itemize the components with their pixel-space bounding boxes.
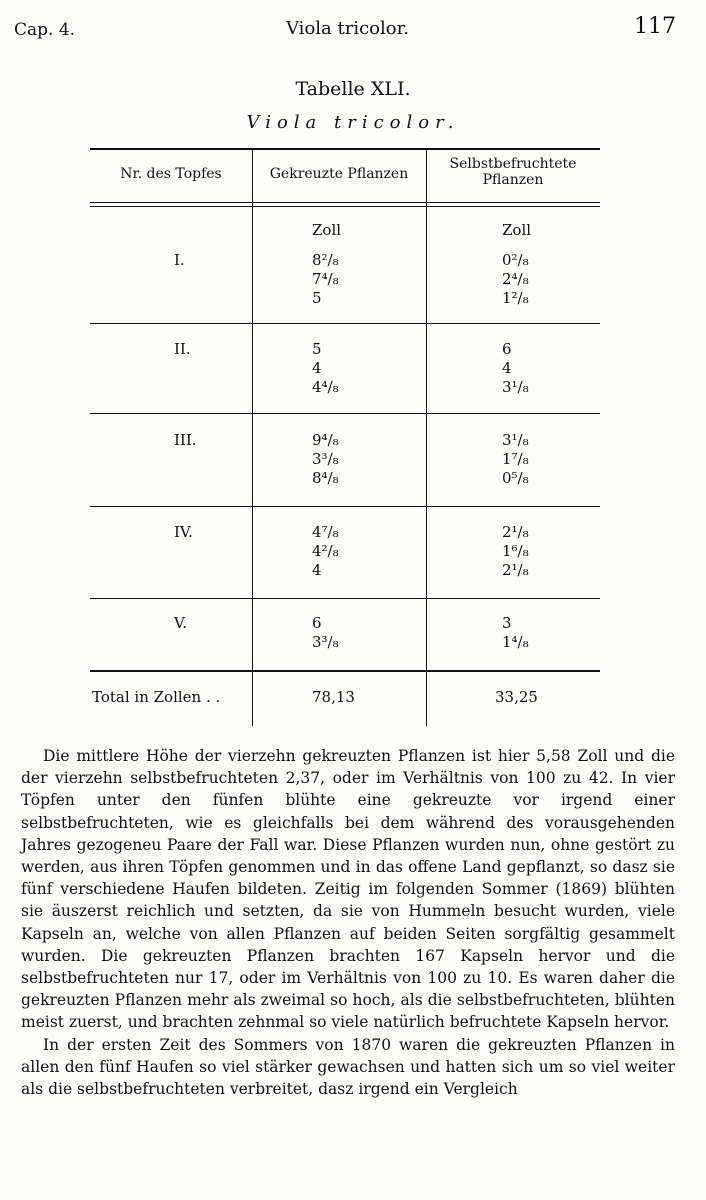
self-height: 6	[502, 340, 512, 358]
crossed-values	[312, 614, 339, 652]
row-rule-3	[90, 506, 600, 507]
crossed-height: 4²/₈	[312, 542, 339, 560]
self-height: 0²/₈	[502, 251, 529, 269]
self-height: 1⁴/₈	[502, 633, 529, 651]
running-title: Viola tricolor.	[286, 18, 409, 39]
pot-label: I.	[174, 251, 185, 269]
header-rule-2	[90, 206, 600, 207]
self-values	[502, 614, 529, 652]
table-subtitle: Viola tricolor.	[246, 112, 460, 133]
crossed-values	[312, 251, 339, 308]
crossed-height: 9⁴/₈	[312, 431, 339, 449]
crossed-height: 5	[312, 340, 322, 358]
total-label: Total in Zollen . .	[92, 688, 221, 706]
self-height: 2¹/₈	[502, 523, 529, 541]
crossed-height: 6	[312, 614, 322, 632]
paragraph: In der ersten Zeit des Sommers von 1870 waren die gekreuzten Pflanzen in allen den fünf Haufen so viel stärker gewachsen und hatten sich um so viel weiter als die selbstbefruchteten verbreitet, dasz irgend ein Vergleich	[21, 1035, 675, 1099]
row-rule-2	[90, 413, 600, 414]
pot-label: II.	[174, 340, 191, 358]
self-height: 3¹/₈	[502, 378, 529, 396]
crossed-height: 8⁴/₈	[312, 469, 339, 487]
column-divider-1	[252, 148, 253, 726]
crossed-height: 3³/₈	[312, 633, 339, 651]
self-values	[502, 523, 529, 580]
self-height: 1²/₈	[502, 289, 529, 307]
crossed-height: 3³/₈	[312, 450, 339, 468]
data-table	[90, 148, 600, 728]
self-height: 1⁷/₈	[502, 450, 529, 468]
self-height: 3¹/₈	[502, 431, 529, 449]
crossed-height: 4⁷/₈	[312, 523, 339, 541]
crossed-height: 5	[312, 289, 322, 307]
body-text	[21, 745, 675, 1100]
header-rule-1	[90, 202, 600, 203]
self-height: 3	[502, 614, 512, 632]
crossed-height: 4	[312, 561, 322, 579]
row-rule-1	[90, 323, 600, 324]
paragraph: Die mittlere Höhe der vierzehn gekreuzten Pflanzen ist hier 5,58 Zoll und die der vierzehn selbstbefruchteten 2,37, oder im Verhältnis von 100 zu 42. In vier Töpfen unter den fünfen blühte eine gekreuzte vor irgend einer selbstbefruchteten, wie es gleichfalls bei dem während des vorausgehenden Jahres gezogeneu Paare der Fall war. Diese Pflanzen wurden nun, ohne gestört zu werden, aus ihren Töpfen genommen und in das offene Land gepflanzt, so dasz sie fünf verschiedene Haufen bildeten. Zeitig im folgenden Sommer (1869) blühten sie äuszerst reichlich und setzten, da sie von Hummeln besucht wurden, viele Kapseln an, welche von allen Pflanzen auf beiden Seiten sorgfältig gesammelt wurden. Die gekreuzten Pflanzen brachten 167 Kapseln hervor und die selbstbefruchteten nur 17, oder im Verhältnis von 100 zu 10. Es waren daher die gekreuzten Pflanzen mehr als zweimal so hoch, als die selbstbefruchteten, blühten meist zuerst, und brachten zehnmal so viele natürlich befruchtete Kapseln hervor.	[21, 747, 675, 1032]
crossed-height: 4	[312, 359, 322, 377]
page-number: 117	[634, 14, 676, 39]
column-divider-2	[426, 148, 427, 726]
page-header	[14, 14, 676, 44]
column-header-self: Selbstbefruchtete Pflanzen	[449, 156, 577, 188]
pot-label: III.	[174, 431, 197, 449]
table-top-rule	[90, 148, 600, 150]
self-height: 1⁶/₈	[502, 542, 529, 560]
self-values	[502, 431, 529, 488]
self-values	[502, 251, 529, 308]
crossed-values	[312, 431, 339, 488]
crossed-height: 4⁴/₈	[312, 378, 339, 396]
pot-label: V.	[174, 614, 187, 632]
row-rule-4	[90, 598, 600, 599]
crossed-height: 7⁴/₈	[312, 270, 339, 288]
pot-label: IV.	[174, 523, 193, 541]
chapter-label: Cap. 4.	[14, 20, 76, 40]
self-height: 4	[502, 359, 512, 377]
self-height: 2⁴/₈	[502, 270, 529, 288]
unit-crossed: Zoll	[312, 221, 342, 239]
table-title: Tabelle XLI.	[295, 78, 411, 100]
self-height: 2¹/₈	[502, 561, 529, 579]
column-header-pot: Nr. des Topfes	[120, 166, 222, 182]
total-rule	[90, 670, 600, 672]
self-values	[502, 340, 529, 397]
column-header-crossed: Gekreuzte Pflanzen	[269, 166, 409, 182]
self-height: 0⁵/₈	[502, 469, 529, 487]
crossed-height: 8²/₈	[312, 251, 339, 269]
crossed-values	[312, 523, 339, 580]
unit-self: Zoll	[502, 221, 532, 239]
total-self: 33,25	[495, 688, 538, 706]
crossed-values	[312, 340, 339, 397]
total-crossed: 78,13	[312, 688, 355, 706]
